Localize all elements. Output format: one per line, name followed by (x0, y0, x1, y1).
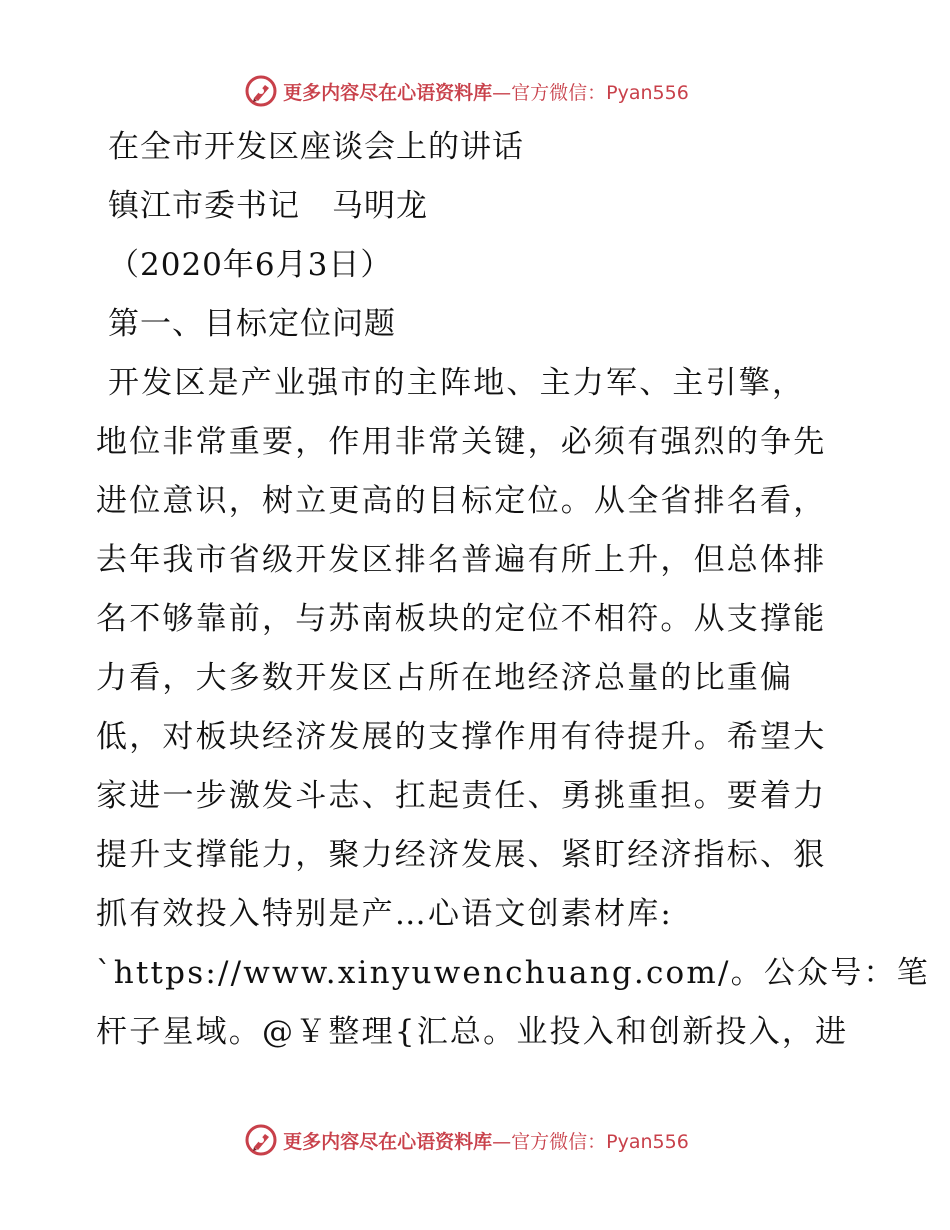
pen-logo-icon (245, 75, 277, 107)
paragraph-line: 家进一步激发斗志、扛起责任、勇挑重担。要着力 (96, 778, 827, 814)
watermark-dash: — (492, 81, 512, 104)
paragraph-line: 地位非常重要，作用非常关键，必须有强烈的争先 (96, 424, 827, 460)
paragraph-line: 名不够靠前，与苏南板块的定位不相符。从支撑能 (96, 601, 827, 637)
paragraph-line: 进位意识，树立更高的目标定位。从全省排名看， (96, 483, 827, 519)
document-date: （2020年6月3日） (108, 247, 393, 283)
watermark-text (283, 1127, 689, 1154)
paragraph-line: 去年我市省级开发区排名普遍有所上升，但总体排 (96, 542, 827, 578)
document-title: 在全市开发区座谈会上的讲话 (108, 129, 524, 165)
paragraph-line: 杆子星域。@￥整理{汇总。业投入和创新投入，进 (96, 1014, 849, 1050)
author-line: 镇江市委书记 马明龙 (108, 188, 428, 224)
watermark-wechat: 官方微信：Pyan556 (511, 81, 689, 104)
pen-logo-icon (245, 1124, 277, 1156)
header-watermark-banner (0, 71, 950, 111)
watermark-brand: 更多内容尽在心语资料库 (283, 1130, 493, 1153)
footer-watermark-banner (0, 1120, 950, 1160)
footer-watermark (245, 1124, 689, 1156)
watermark-text (283, 78, 689, 105)
watermark-brand: 更多内容尽在心语资料库 (283, 81, 493, 104)
paragraph-line: 抓有效投入特别是产…心语文创素材库: (96, 896, 674, 932)
watermark-dash: — (492, 1130, 512, 1153)
paragraph-line: 力看，大多数开发区占所在地经济总量的比重偏 (96, 660, 794, 696)
header-watermark (245, 75, 689, 107)
document-body (96, 118, 930, 1062)
section-heading: 第一、目标定位问题 (108, 306, 396, 342)
paragraph-line-url: `https://www.xinyuwenchuang.com/。公众号：笔 (96, 955, 930, 991)
paragraph-line: 开发区是产业强市的主阵地、主力军、主引擎， (108, 365, 806, 401)
paragraph-line: 低，对板块经济发展的支撑作用有待提升。希望大 (96, 719, 827, 755)
paragraph-line: 提升支撑能力，聚力经济发展、紧盯经济指标、狠 (96, 837, 827, 873)
body-paragraph (96, 354, 930, 1062)
watermark-wechat: 官方微信：Pyan556 (511, 1130, 689, 1153)
